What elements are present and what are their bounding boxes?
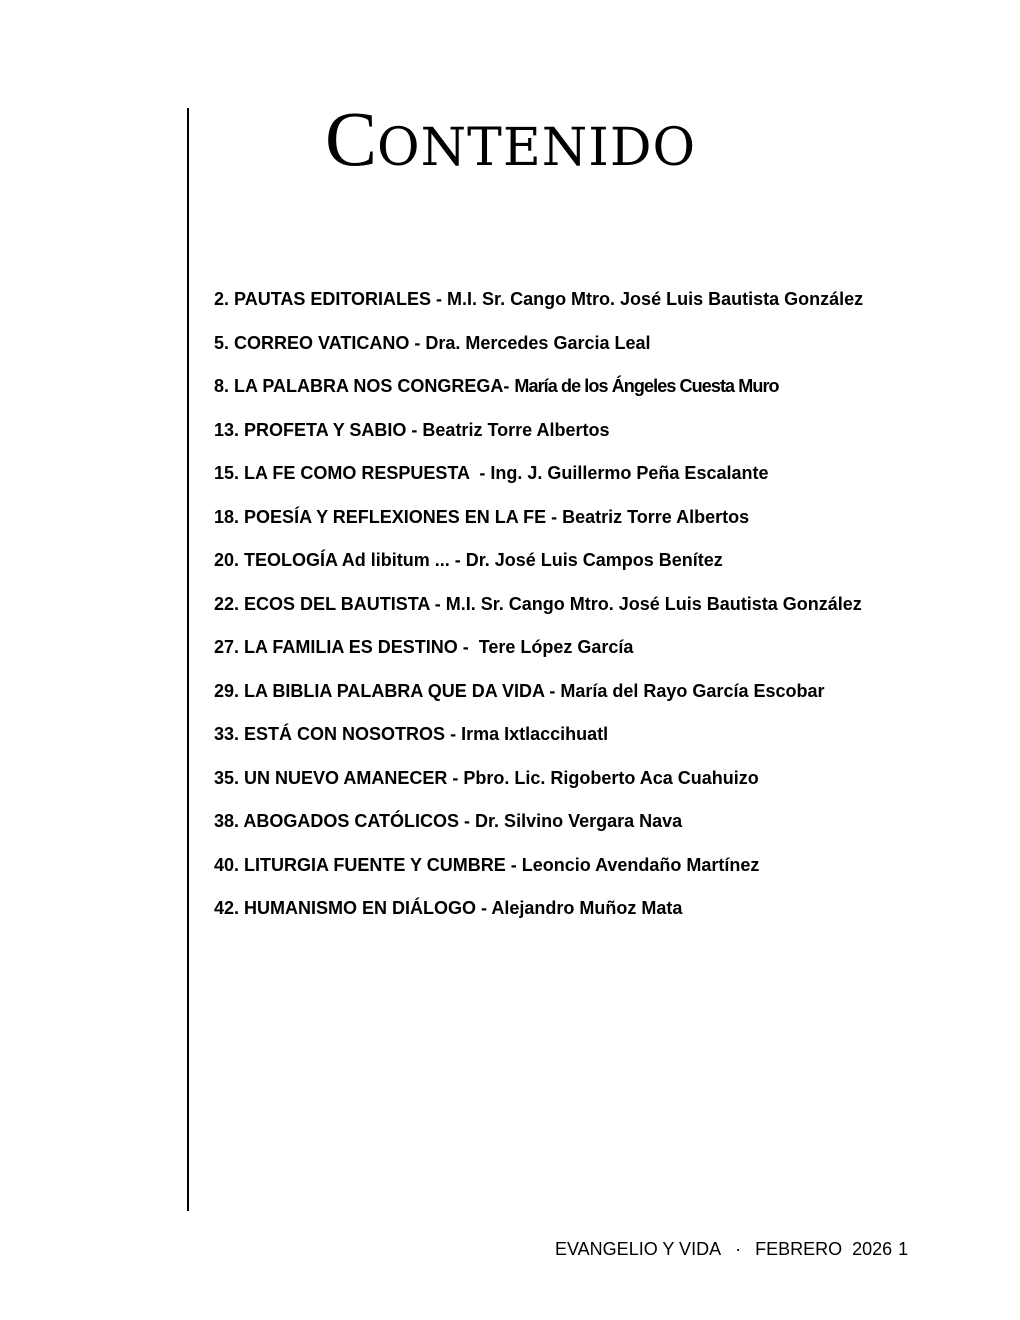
toc-page-number: 20.	[214, 550, 240, 570]
toc-entry[interactable]	[214, 417, 954, 461]
toc-author: Dra. Mercedes Garcia Leal	[425, 332, 651, 353]
toc-section-title: ECOS DEL BAUTISTA	[244, 593, 430, 614]
toc-separator: -	[505, 854, 522, 875]
toc-author: Alejandro Muñoz Mata	[491, 898, 683, 918]
toc-page-number: 35.	[214, 767, 240, 788]
toc-author: Leoncio Avendaño Martínez	[521, 854, 760, 875]
toc-entry[interactable]	[214, 634, 954, 678]
toc-entry[interactable]	[214, 547, 954, 591]
page-number: 1	[898, 1239, 909, 1259]
toc-entry[interactable]	[214, 504, 954, 548]
toc-entry[interactable]	[214, 373, 954, 417]
toc-section-title: HUMANISMO EN DIÁLOGO	[244, 898, 477, 918]
toc-page-number: 8.	[214, 376, 230, 396]
title-initial: C	[325, 95, 378, 182]
toc-entry[interactable]	[214, 721, 954, 765]
toc-entry[interactable]	[214, 286, 954, 330]
toc-page-number: 38.	[214, 811, 240, 831]
issue-date: FEBRERO 2026	[755, 1239, 893, 1259]
toc-separator: -	[445, 724, 462, 744]
toc-section-title: LA FAMILIA ES DESTINO	[244, 637, 458, 657]
toc-author: Beatriz Torre Albertos	[562, 506, 750, 527]
toc-separator: -	[409, 332, 426, 353]
toc-entry[interactable]	[214, 895, 954, 939]
footer-separator-dot: ·	[735, 1239, 742, 1259]
toc-page-number: 5.	[214, 332, 230, 353]
toc-separator: -	[546, 506, 563, 527]
toc-page-number: 40.	[214, 854, 240, 875]
toc-section-title: CORREO VATICANO	[234, 332, 410, 353]
toc-author: Dr. José Luis Campos Benítez	[465, 550, 723, 570]
toc-author: M.I. Sr. Cango Mtro. José Luis Bautista González	[447, 289, 864, 309]
toc-page-number: 27.	[214, 637, 240, 657]
toc-entry[interactable]	[214, 330, 954, 374]
toc-author: María del Rayo García Escobar	[560, 680, 825, 701]
toc-author: Beatriz Torre Albertos	[422, 419, 610, 440]
toc-separator: -	[431, 289, 448, 309]
toc-entry[interactable]	[214, 460, 954, 504]
toc-entry[interactable]	[214, 808, 954, 852]
toc-separator: -	[469, 463, 491, 483]
toc-entry[interactable]	[214, 852, 954, 896]
toc-section-title: LITURGIA FUENTE Y CUMBRE	[244, 854, 506, 875]
toc-section-title: ABOGADOS CATÓLICOS	[243, 811, 460, 831]
table-of-contents	[214, 286, 954, 939]
title-rest: ONTENIDO	[377, 118, 697, 178]
toc-page-number: 13.	[214, 419, 240, 440]
toc-entry[interactable]	[214, 591, 954, 635]
toc-section-title: ESTÁ CON NOSOTROS	[244, 724, 446, 744]
toc-page-number: 22.	[214, 593, 240, 614]
toc-page-number: 29.	[214, 680, 240, 701]
toc-entry[interactable]	[214, 765, 954, 809]
toc-author: Irma Ixtlaccihuatl	[461, 724, 609, 744]
toc-author: Tere López García	[478, 637, 634, 657]
toc-separator: -	[457, 637, 479, 657]
toc-page-number: 2.	[214, 289, 230, 309]
toc-section-title: LA FE COMO RESPUESTA	[244, 463, 470, 483]
toc-separator: -	[429, 593, 446, 614]
vertical-rule	[187, 108, 189, 1211]
toc-section-title: UN NUEVO AMANECER	[244, 767, 448, 788]
toc-author: María de los Ángeles Cuesta Muro	[514, 376, 779, 396]
toc-separator: -	[476, 898, 492, 918]
toc-page-number: 33.	[214, 724, 240, 744]
toc-page-number: 42.	[214, 898, 240, 918]
toc-section-title: POESÍA Y REFLEXIONES EN LA FE	[244, 506, 547, 527]
page-title	[325, 92, 696, 186]
toc-page-number: 15.	[214, 463, 240, 483]
toc-section-title: TEOLOGÍA Ad libitum ...	[244, 550, 450, 570]
toc-author: Ing. J. Guillermo Peña Escalante	[490, 463, 769, 483]
toc-author: Pbro. Lic. Rigoberto Aca Cuahuizo	[463, 767, 759, 788]
toc-author: M.I. Sr. Cango Mtro. José Luis Bautista González	[445, 593, 862, 614]
toc-section-title: PAUTAS EDITORIALES	[234, 289, 432, 309]
toc-separator: -	[447, 767, 464, 788]
toc-separator: -	[459, 811, 476, 831]
toc-section-title: LA BIBLIA PALABRA QUE DA VIDA	[244, 680, 545, 701]
toc-separator: -	[503, 376, 515, 396]
toc-page-number: 18.	[214, 506, 240, 527]
publication-name: EVANGELIO Y VIDA	[555, 1239, 722, 1259]
toc-section-title: PROFETA Y SABIO	[244, 419, 407, 440]
toc-separator: -	[406, 419, 423, 440]
toc-section-title: LA PALABRA NOS CONGREGA	[234, 376, 504, 396]
toc-separator: -	[449, 550, 466, 570]
toc-separator: -	[544, 680, 561, 701]
toc-author: Dr. Silvino Vergara Nava	[475, 811, 683, 831]
toc-entry[interactable]	[214, 678, 954, 722]
page-footer	[555, 1237, 908, 1261]
